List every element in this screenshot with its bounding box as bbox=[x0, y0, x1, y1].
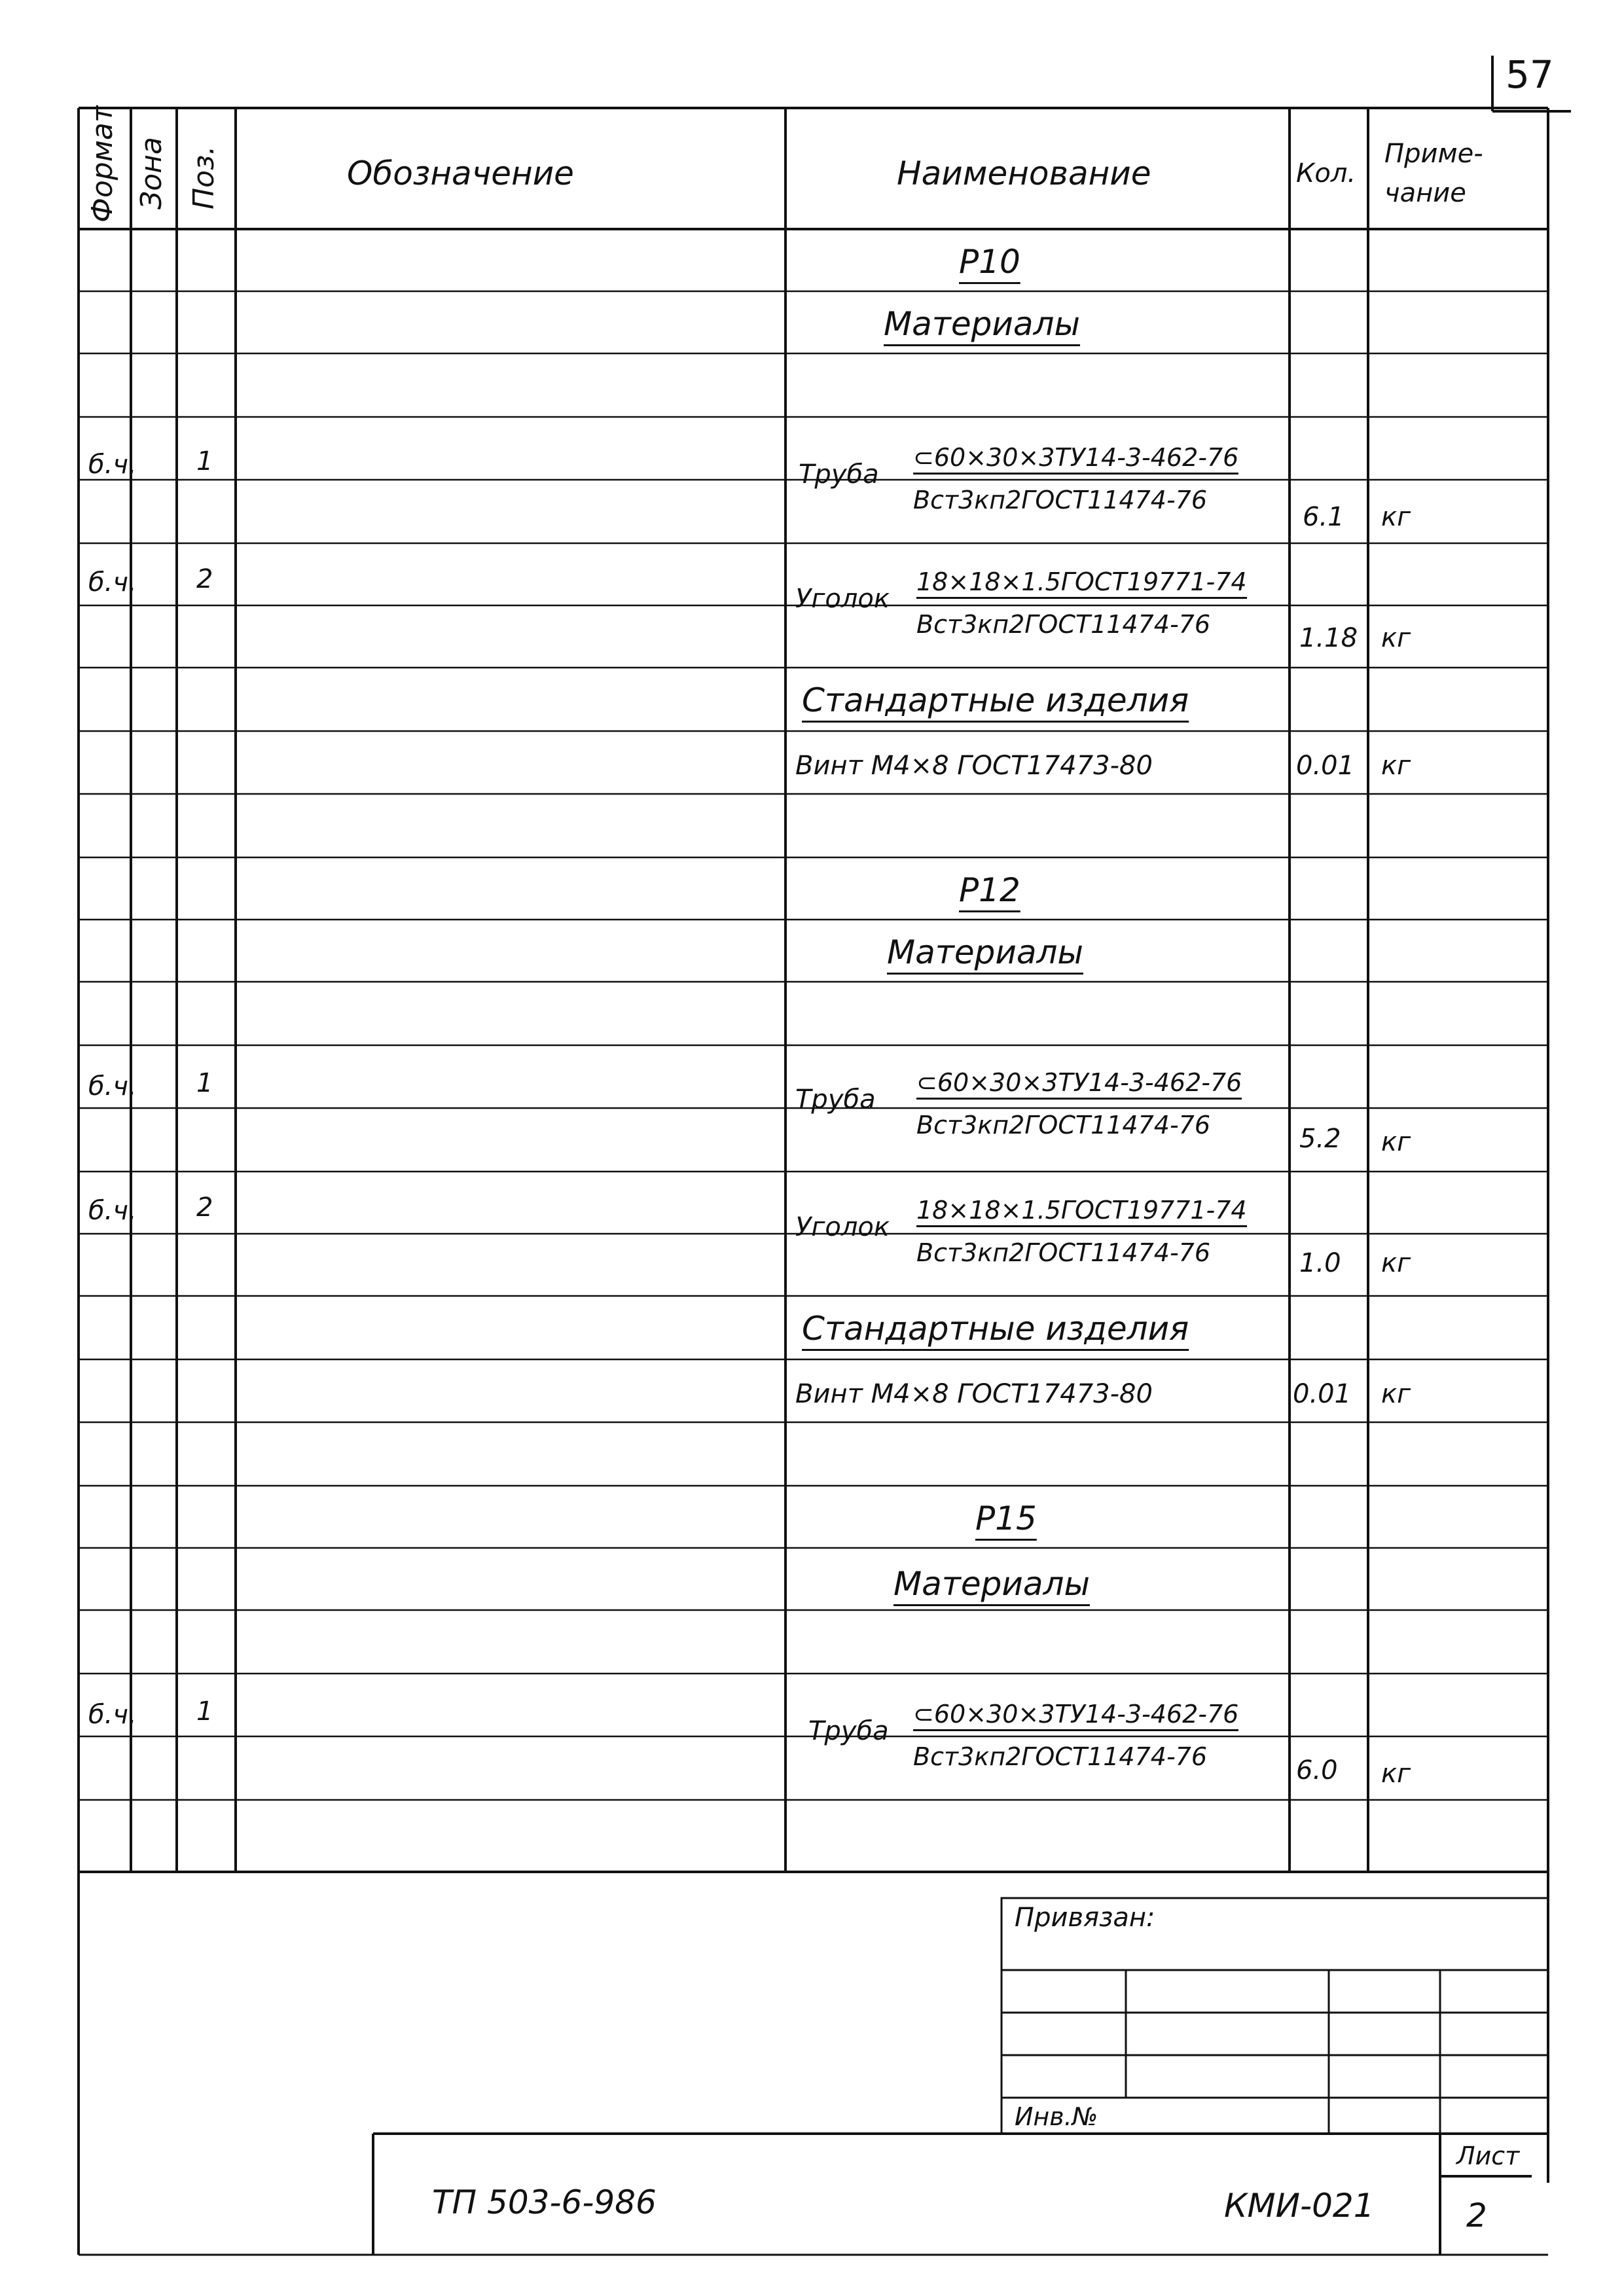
row-item-name: Уголок bbox=[795, 1212, 890, 1242]
header-zone: Зона bbox=[135, 137, 168, 209]
header-note-line2: чание bbox=[1384, 178, 1466, 208]
header-designation: Обозначение bbox=[347, 154, 574, 192]
section-title: Р15 bbox=[975, 1499, 1037, 1537]
row-unit: кг bbox=[1381, 502, 1411, 532]
row-unit: кг bbox=[1381, 623, 1411, 653]
section-subtitle: Материалы bbox=[893, 1565, 1090, 1603]
row-format: б.ч. bbox=[88, 450, 137, 480]
row-pos: 2 bbox=[196, 564, 213, 594]
section-subtitle: Материалы bbox=[884, 305, 1080, 343]
section-subtitle: Материалы bbox=[887, 933, 1083, 971]
section-title: Р10 bbox=[959, 243, 1020, 281]
std-item-unit: кг bbox=[1381, 1379, 1411, 1409]
row-spec-bottom: Вст3кп2ГОСТ11474-76 bbox=[916, 610, 1211, 639]
row-qty: 6.0 bbox=[1296, 1755, 1338, 1785]
header-pos: Поз. bbox=[187, 145, 221, 209]
section-title: Р12 bbox=[959, 871, 1020, 909]
std-item-unit: кг bbox=[1381, 751, 1411, 781]
bound-label: Привязан: bbox=[1015, 1903, 1155, 1933]
std-item-name: Винт М4×8 ГОСТ17473-80 bbox=[795, 1379, 1153, 1409]
row-unit: кг bbox=[1381, 1759, 1411, 1789]
row-item-name: Уголок bbox=[795, 584, 890, 614]
row-unit: кг bbox=[1381, 1248, 1411, 1278]
row-pos: 1 bbox=[196, 1696, 213, 1727]
row-item-name: Труба bbox=[795, 1085, 876, 1115]
document-code: ТП 503-6-986 bbox=[432, 2183, 657, 2221]
row-spec-bottom: Вст3кп2ГОСТ11474-76 bbox=[916, 1111, 1211, 1139]
row-pos: 1 bbox=[196, 446, 213, 476]
row-pos: 1 bbox=[196, 1068, 213, 1098]
row-qty: 6.1 bbox=[1303, 502, 1344, 532]
row-qty: 1.0 bbox=[1299, 1248, 1341, 1278]
row-spec-top: ⊂60×30×3ТУ14-3-462-76 bbox=[916, 1070, 1242, 1100]
header-format: Формат bbox=[86, 105, 119, 223]
row-spec-top: 18×18×1.5ГОСТ19771-74 bbox=[916, 1198, 1247, 1227]
page-number: 57 bbox=[1506, 52, 1554, 97]
row-format: б.ч. bbox=[88, 1196, 137, 1226]
row-format: б.ч. bbox=[88, 1071, 137, 1102]
sheet-label: Лист bbox=[1456, 2142, 1520, 2170]
sheet-number: 2 bbox=[1466, 2197, 1487, 2234]
row-format: б.ч. bbox=[88, 1700, 137, 1730]
header-name: Наименование bbox=[897, 154, 1151, 192]
std-item-name: Винт М4×8 ГОСТ17473-80 bbox=[795, 751, 1153, 781]
row-qty: 5.2 bbox=[1299, 1124, 1341, 1154]
row-item-name: Труба bbox=[808, 1716, 889, 1746]
row-item-name: Труба bbox=[799, 459, 879, 490]
row-spec-bottom: Вст3кп2ГОСТ11474-76 bbox=[913, 1742, 1208, 1771]
header-note-line1: Приме- bbox=[1384, 139, 1483, 169]
row-format: б.ч. bbox=[88, 567, 137, 598]
inventory-number-label: Инв.№ bbox=[1015, 2102, 1098, 2131]
row-spec-bottom: Вст3кп2ГОСТ11474-76 bbox=[916, 1238, 1211, 1267]
row-spec-top: ⊂60×30×3ТУ14-3-462-76 bbox=[913, 445, 1238, 475]
row-unit: кг bbox=[1381, 1127, 1411, 1157]
row-qty: 1.18 bbox=[1299, 623, 1358, 653]
row-spec-bottom: Вст3кп2ГОСТ11474-76 bbox=[913, 486, 1208, 514]
drawing-code: КМИ-021 bbox=[1224, 2187, 1375, 2225]
std-section-title: Стандартные изделия bbox=[802, 681, 1189, 719]
row-pos: 2 bbox=[196, 1193, 213, 1223]
header-qty: Кол. bbox=[1296, 158, 1356, 188]
std-item-qty: 0.01 bbox=[1293, 1379, 1352, 1409]
std-item-qty: 0.01 bbox=[1296, 751, 1355, 781]
row-spec-top: ⊂60×30×3ТУ14-3-462-76 bbox=[913, 1702, 1238, 1731]
row-spec-top: 18×18×1.5ГОСТ19771-74 bbox=[916, 569, 1247, 599]
std-section-title: Стандартные изделия bbox=[802, 1310, 1189, 1348]
